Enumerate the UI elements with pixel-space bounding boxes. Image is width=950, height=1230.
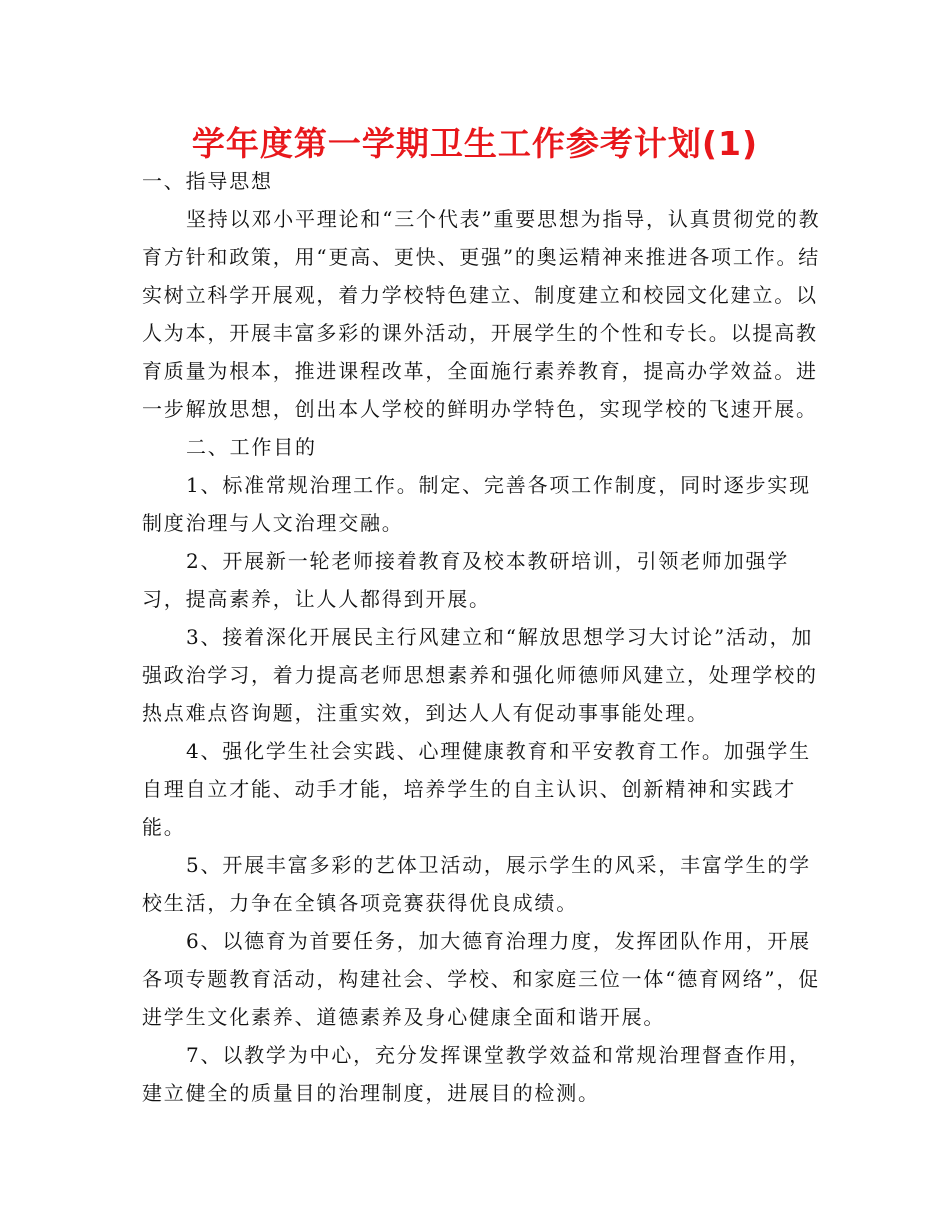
- list-item-goal-2: 2、开展新一轮老师接着教育及校本教研培训，引领老师加强学习，提高素养，让人人都得到开展。: [142, 549, 790, 611]
- list-item-goal-3: 3、接着深化开展民主行风建立和“解放思想学习大讨论”活动，加强政治学习，着力提高老师思想素养和强化师德师风建立，处理学校的热点难点咨询题，注重实效，到达人人有促动事事能处理。: [142, 625, 818, 725]
- paragraph-guiding-ideology: 坚持以邓小平理论和“三个代表”重要思想为指导，认真贯彻党的教育方针和政策，用“更高、更快、更强”的奥运精神来推进各项工作。结实树立科学开展观，着力学校特色建立、制度建立和校园文化建立。以人为本，开展丰富多彩的课外活动，开展学生的个性和专长。以提高教育质量为根本，推进课程改革，全面施行素养教育，提高办学效益。进一步解放思想，创出本人学校的鲜明办学特色，实现学校的飞速开展。: [142, 207, 821, 421]
- section-heading-guiding-ideology: 一、指导思想: [142, 169, 273, 193]
- section-heading-work-goals: 二、工作目的: [186, 435, 317, 459]
- list-item-goal-7: 7、以教学为中心，充分发挥课堂教学效益和常规治理督查作用，建立健全的质量目的治理制度，进展目的检测。: [142, 1043, 811, 1105]
- list-item-goal-1: 1、标准常规治理工作。制定、完善各项工作制度，同时逐步实现制度治理与人文治理交融。: [142, 473, 811, 535]
- list-item-goal-4: 4、强化学生社会实践、心理健康教育和平安教育工作。加强学生自理自立才能、动手才能，培养学生的自主认识、创新精神和实践才能。: [142, 739, 811, 839]
- list-item-goal-6: 6、以德育为首要任务，加大德育治理力度，发挥团队作用，开展各项专题教育活动，构建社会、学校、和家庭三位一体“德育网络”，促进学生文化素养、道德素养及身心健康全面和谐开展。: [142, 929, 821, 1029]
- document-title: 学年度第一学期卫生工作参考计划(1): [191, 124, 759, 163]
- list-item-goal-5: 5、开展丰富多彩的艺体卫活动，展示学生的风采，丰富学生的学校生活，力争在全镇各项竞赛获得优良成绩。: [142, 853, 811, 915]
- document-body: [142, 166, 822, 1112]
